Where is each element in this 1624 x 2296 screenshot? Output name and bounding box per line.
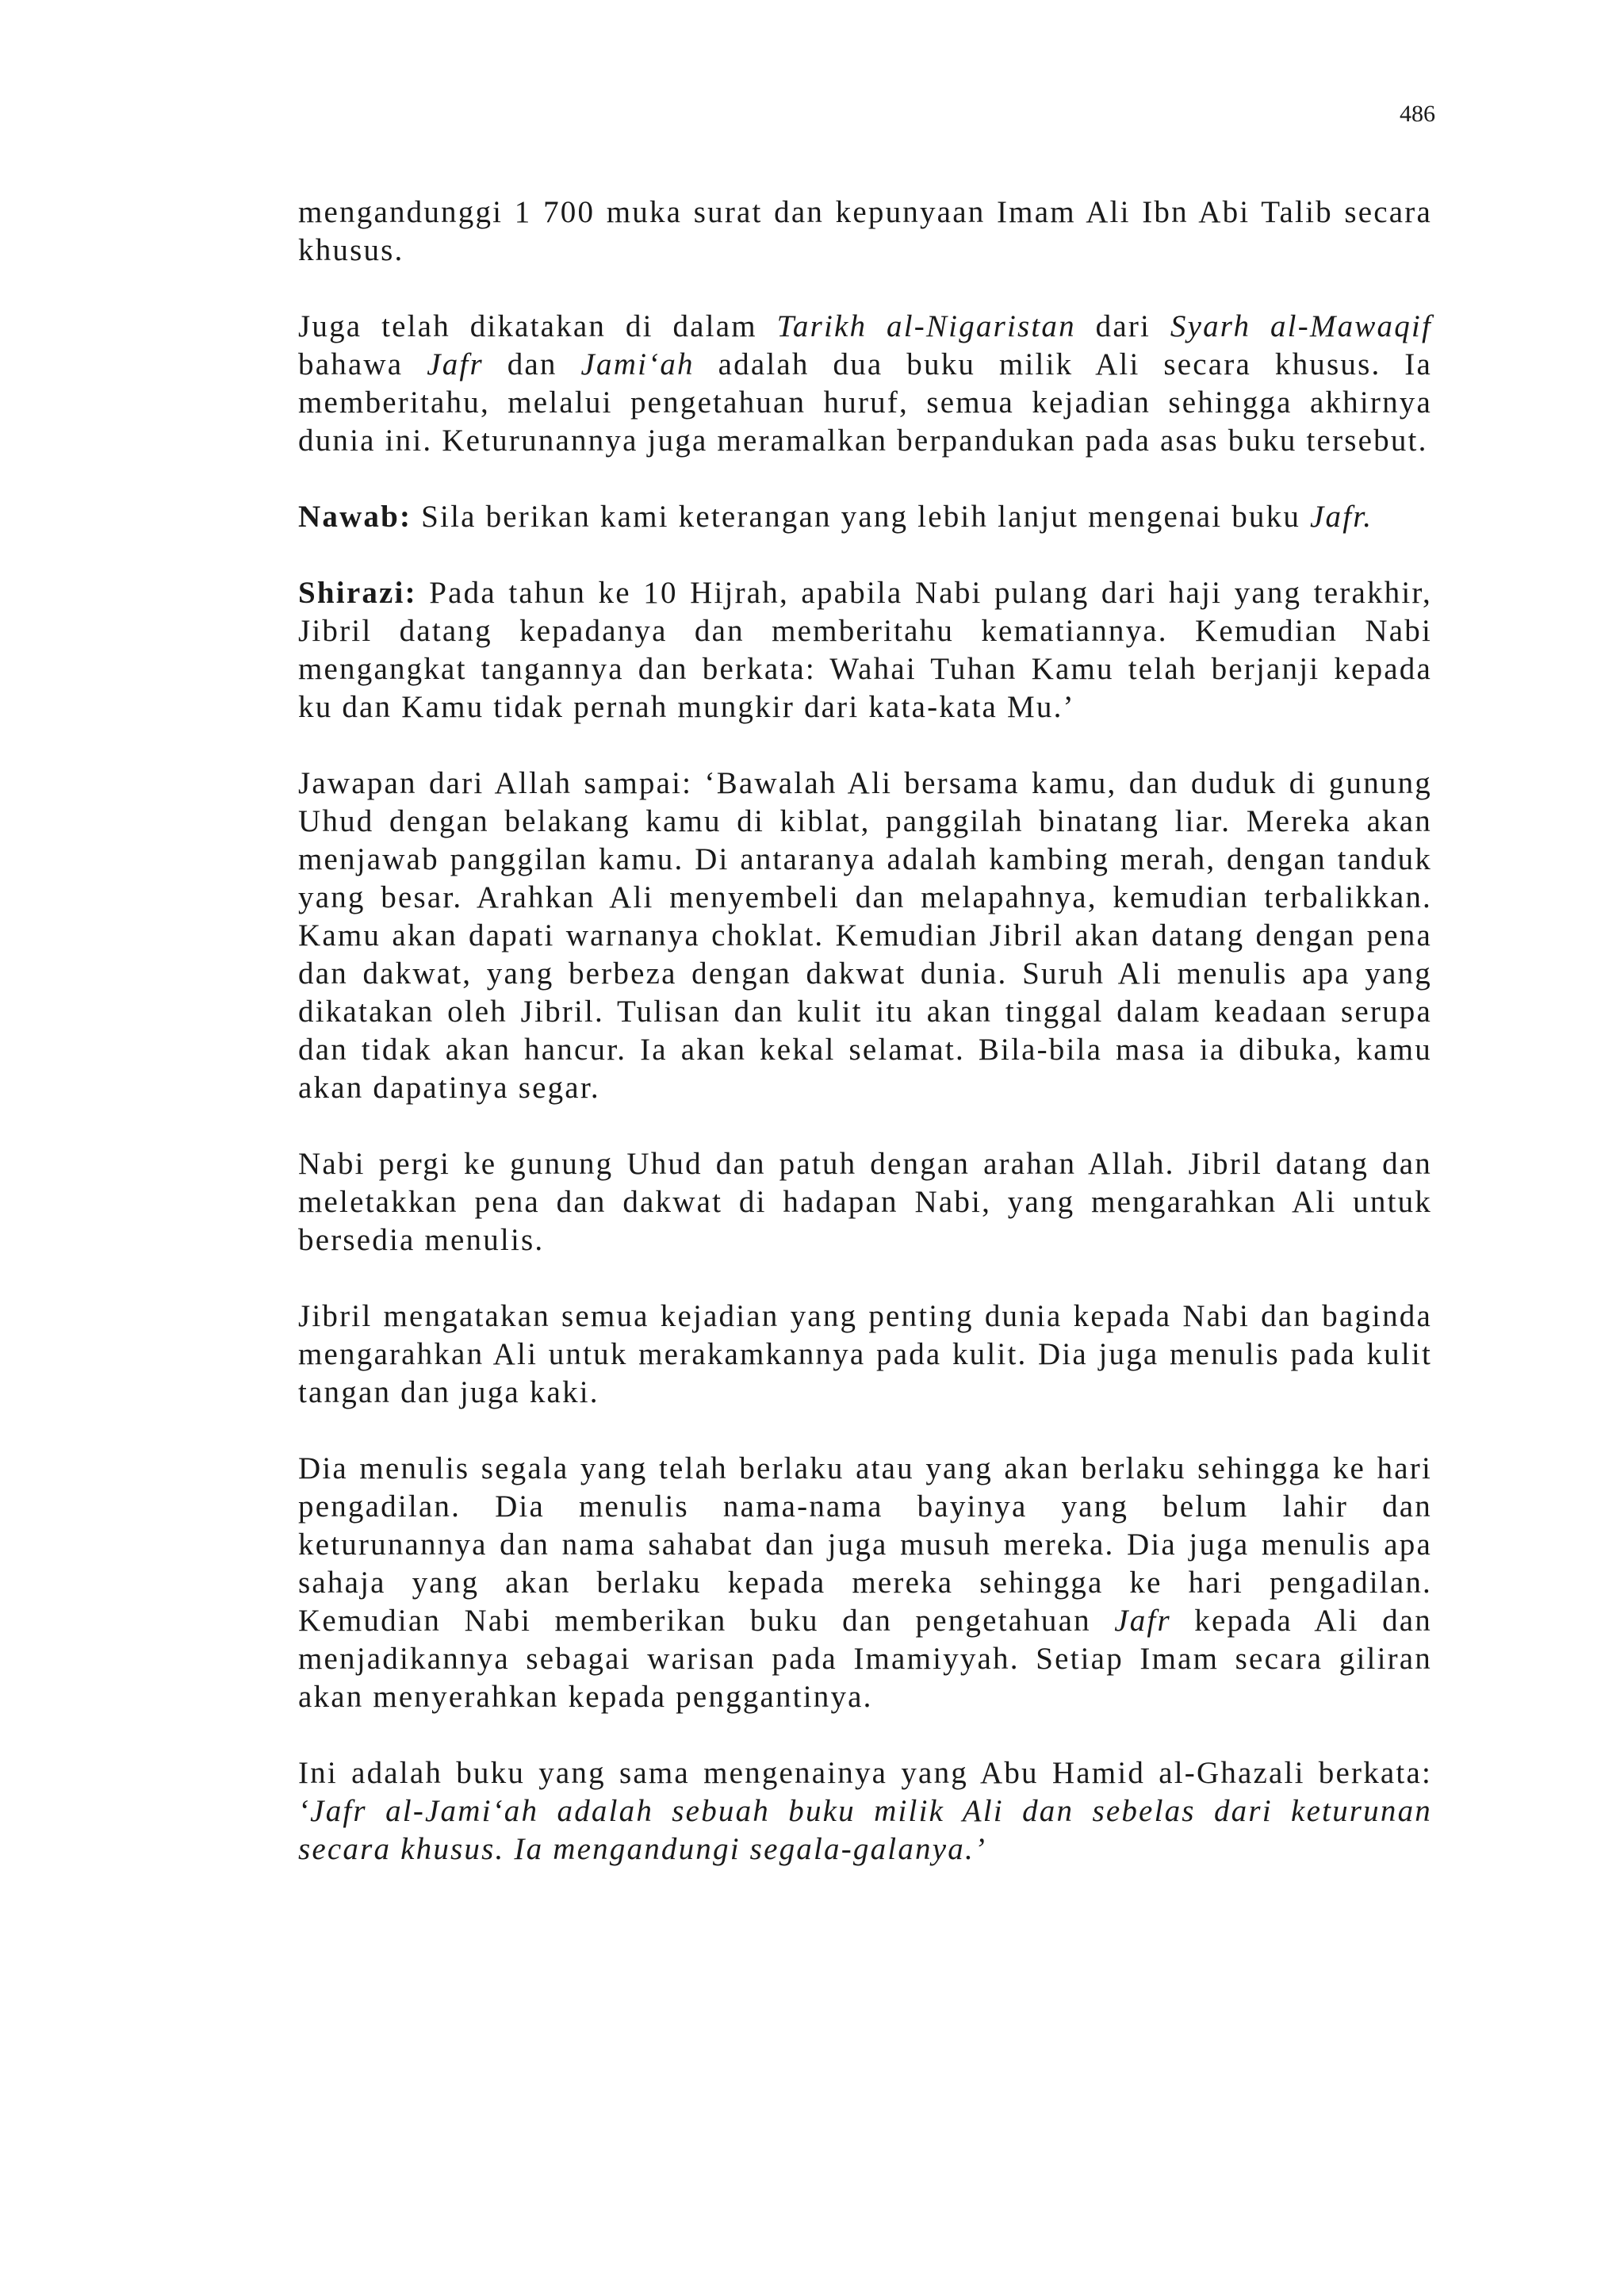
speaker-label: Nawab:	[298, 500, 412, 534]
text-run: dari	[1075, 309, 1170, 343]
paragraph	[298, 194, 1432, 270]
text-run: Sila berikan kami keterangan yang lebih lanjut mengenai buku	[412, 500, 1310, 534]
text-run: mengandunggi 1 700 muka surat dan kepunyaan Imam Ali Ibn Abi Talib secara khusus.	[298, 195, 1432, 267]
text-run: Dia menulis segala yang telah berlaku atau yang akan berlaku sehingga ke hari pengadilan. Dia menulis nama-nama bayinya yang belum lahir dan keturunannya dan nama sahabat dan juga musuh mereka. Dia juga menulis apa sahaja yang akan berlaku kepada mereka sehingga ke hari pengadilan. Kemudian Nabi memberikan buku dan pengetahuan	[298, 1451, 1432, 1638]
text-run: Jawapan dari Allah sampai: ‘Bawalah Ali bersama kamu, dan duduk di gunung Uhud dengan belakang kamu di kiblat, panggilah binatang liar. Mereka akan menjawab panggilan kamu. Di antaranya adalah kambing merah, dengan tanduk yang besar. Arahkan Ali menyembeli dan melapahnya, kemudian terbalikkan. Kamu akan dapati warnanya choklat. Kemudian Jibril akan datang dengan pena dan dakwat, yang berbeza dengan dakwat dunia. Suruh Ali menulis apa yang dikatakan oleh Jibril. Tulisan dan kulit itu akan tinggal dalam keadaan serupa dan tidak akan hancur. Ia akan kekal selamat. Bila-bila masa ia dibuka, kamu akan dapatinya segar.	[298, 766, 1432, 1105]
paragraph	[298, 1450, 1432, 1716]
quotation: ‘Jafr al-Jami‘ah adalah sebuah buku milik Ali dan sebelas dari keturunan secara khusus. Ia mengandungi segala-galanya.’	[298, 1794, 1432, 1866]
book-title: Tarikh al-Nigaristan	[776, 309, 1076, 343]
text-run: Ini adalah buku yang sama mengenainya yang Abu Hamid al-Ghazali berkata:	[298, 1756, 1432, 1790]
paragraph	[298, 1297, 1432, 1412]
paragraph	[298, 765, 1432, 1107]
book-title: Syarh al-Mawaqif	[1170, 309, 1432, 343]
book-title: Jami‘ah	[580, 347, 695, 381]
page-number: 486	[1400, 101, 1435, 127]
speaker-label: Shirazi:	[298, 576, 417, 610]
paragraph	[298, 574, 1432, 726]
book-title: Jafr	[427, 347, 484, 381]
text-run: Jibril mengatakan semua kejadian yang penting dunia kepada Nabi dan baginda mengarahkan Ali untuk merakamkannya pada kulit. Dia juga menulis pada kulit tangan dan juga kaki.	[298, 1299, 1432, 1409]
page-body	[298, 194, 1432, 1869]
book-title: Jafr.	[1310, 500, 1373, 534]
paragraph	[298, 1754, 1432, 1869]
paragraph	[298, 308, 1432, 460]
book-title: Jafr	[1114, 1604, 1171, 1638]
text-run: Juga telah dikatakan di dalam	[298, 309, 777, 343]
text-run: bahawa	[298, 347, 427, 381]
paragraph	[298, 498, 1432, 536]
paragraph	[298, 1145, 1432, 1259]
text-run: Nabi pergi ke gunung Uhud dan patuh dengan arahan Allah. Jibril datang dan meletakkan pena dan dakwat di hadapan Nabi, yang mengarahkan Ali untuk bersedia menulis.	[298, 1147, 1432, 1257]
text-run: dan	[483, 347, 581, 381]
text-run: kepada Ali dan menjadikannya sebagai warisan pada Imamiyyah. Setiap Imam secara giliran akan menyerahkan kepada penggantinya.	[298, 1604, 1432, 1714]
text-run: adalah dua buku milik Ali secara khusus. Ia memberitahu, melalui pengetahuan huruf, semua kejadian sehingga akhirnya dunia ini. Keturunannya juga meramalkan berpandukan pada asas buku tersebut.	[298, 347, 1432, 458]
text-run: Pada tahun ke 10 Hijrah, apabila Nabi pulang dari haji yang terakhir, Jibril datang kepadanya dan memberitahu kematiannya. Kemudian Nabi mengangkat tangannya dan berkata: Wahai Tuhan Kamu telah berjanji kepada ku dan Kamu tidak pernah mungkir dari kata-kata Mu.’	[298, 576, 1432, 724]
